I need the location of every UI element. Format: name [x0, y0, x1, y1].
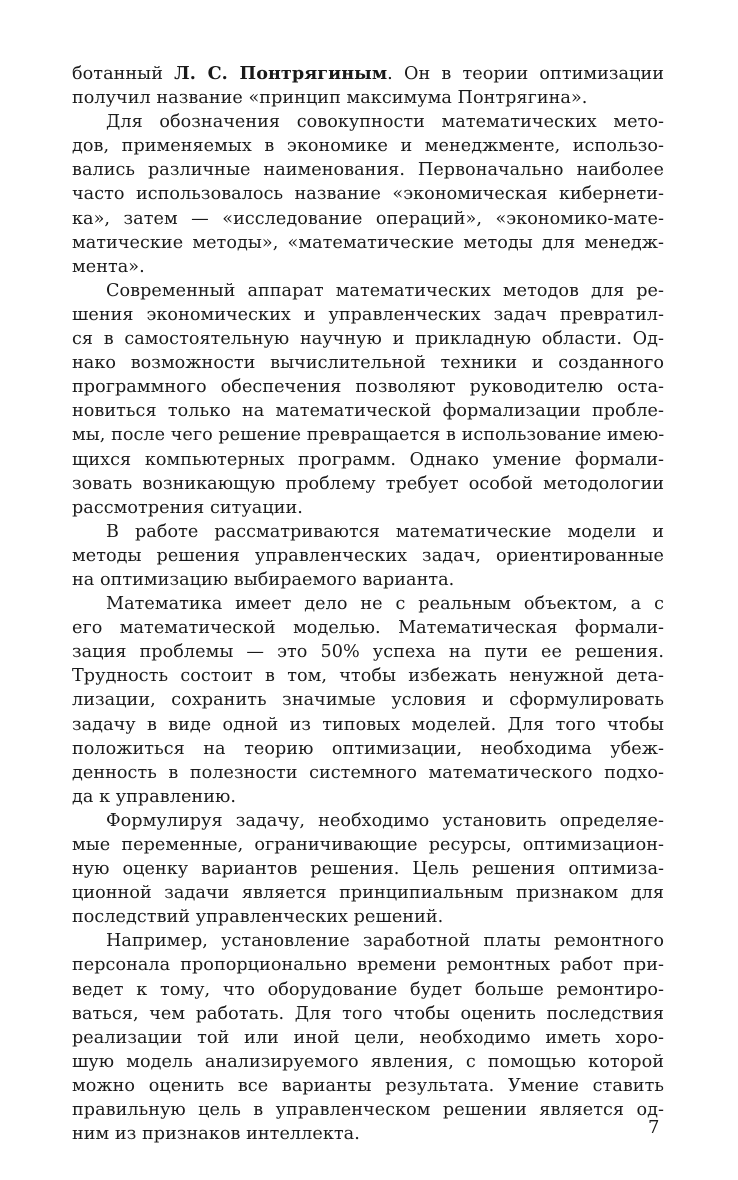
text-run: зовать возникающую проблему требует особой методологии: [72, 473, 664, 494]
text-line: [72, 207, 664, 231]
text-line: [72, 881, 664, 905]
text-line: [72, 279, 664, 303]
text-run: мы, после чего решение превращается в использование имею-: [72, 425, 665, 446]
paragraph: [72, 929, 664, 1146]
text-run: щихся компьютерных программ. Однако умение формали-: [72, 449, 664, 470]
text-line: [72, 182, 664, 206]
text-line: [72, 929, 664, 953]
text-run: последствий управленческих решений.: [72, 907, 444, 928]
text-run: Например, установление заработной платы ремонтного: [106, 931, 664, 952]
text-line: [72, 1050, 664, 1074]
text-run: ним из признаков интеллекта.: [72, 1124, 360, 1145]
text-line: [72, 423, 664, 447]
text-run: программного обеспечения позволяют руководителю оста-: [72, 377, 664, 398]
text-run: рассмотрения ситуации.: [72, 497, 303, 518]
text-line: [72, 1098, 664, 1122]
text-line: [72, 1074, 664, 1098]
text-line: [72, 448, 664, 472]
text-line: [72, 496, 664, 520]
text-line: [72, 110, 664, 134]
text-run: новиться только на математической формализации пробле-: [72, 401, 664, 422]
text-run: задачу в виде одной из типовых моделей. Для того чтобы: [72, 714, 664, 735]
text-line: [72, 905, 664, 929]
text-line: [72, 713, 664, 737]
text-run: шую модель анализируемого явления, с помощью которой: [72, 1051, 664, 1072]
text-line: [72, 761, 664, 785]
text-line: [72, 86, 664, 110]
text-run: Формулируя задачу, необходимо установить определяе-: [106, 810, 664, 831]
text-run: реализации той или иной цели, необходимо иметь хоро-: [72, 1027, 664, 1048]
text-line: [72, 1002, 664, 1026]
text-run: шения экономических и управленческих задач превратил-: [72, 304, 664, 325]
text-run: получил название «принцип максимума Понтрягина».: [72, 88, 588, 109]
text-run: дов, применяемых в экономике и менеджменте, использо-: [72, 136, 664, 157]
text-line: [72, 688, 664, 712]
page-number: 7: [648, 1117, 660, 1138]
text-line: [72, 568, 664, 592]
text-run: Современный аппарат математических методов для ре-: [106, 280, 664, 301]
paragraph: [72, 809, 664, 929]
text-line: [72, 640, 664, 664]
text-line: [72, 1122, 664, 1146]
text-run: ботанный: [72, 64, 175, 84]
text-run: ся в самостоятельную научную и прикладную области. Од-: [72, 329, 664, 350]
text-run: Для обозначения совокупности математических мето-: [106, 112, 664, 133]
text-line: [72, 327, 664, 351]
text-line: [72, 833, 664, 857]
text-line: [72, 62, 664, 86]
text-run: ведет к тому, что оборудование будет больше ремонтиро-: [72, 979, 664, 1000]
paragraph: [72, 110, 664, 279]
text-run: матические методы», «математические методы для менедж-: [72, 232, 664, 253]
text-line: [72, 592, 664, 616]
text-run: часто использовалось название «экономическая кибернети-: [72, 184, 664, 205]
text-run: . Он в теории оптимизации: [387, 64, 665, 84]
text-run: нако возможности вычислительной техники и созданного: [72, 353, 664, 374]
text-line: [72, 255, 664, 279]
text-run: ную оценку вариантов решения. Цель решения оптимиза-: [72, 859, 664, 880]
text-run: мые переменные, ограничивающие ресурсы, оптимизацион-: [72, 835, 664, 855]
text-line: [72, 399, 664, 423]
text-line: [72, 737, 664, 761]
paragraph: [72, 520, 664, 592]
text-line: [72, 158, 664, 182]
text-run: методы решения управленческих задач, ориентированные: [72, 545, 664, 566]
text-line: [72, 1026, 664, 1050]
text-run: можно оценить все варианты результата. Умение ставить: [72, 1075, 664, 1096]
text-line: [72, 303, 664, 327]
text-line: [72, 785, 664, 809]
text-line: [72, 857, 664, 881]
text-line: [72, 231, 664, 255]
text-run: В работе рассматриваются математические модели и: [106, 521, 664, 542]
text-line: [72, 375, 664, 399]
text-run: ваться, чем работать. Для того чтобы оценить последствия: [72, 1003, 664, 1024]
paragraph: [72, 592, 664, 809]
text-run: да к управлению.: [72, 786, 236, 807]
bold-name: Л. С. Понтрягиным: [174, 63, 388, 84]
text-run: правильную цель в управленческом решении является од-: [72, 1100, 664, 1121]
text-line: [72, 134, 664, 158]
text-run: положиться на теорию оптимизации, необходима убеж-: [72, 738, 664, 759]
text-run: персонала пропорционально времени ремонтных работ при-: [72, 955, 664, 976]
text-line: [72, 616, 664, 640]
text-run: денность в полезности системного математического подхо-: [72, 762, 664, 783]
text-run: на оптимизацию выбираемого варианта.: [72, 569, 455, 590]
text-line: [72, 664, 664, 688]
text-line: [72, 520, 664, 544]
text-line: [72, 351, 664, 375]
text-run: лизации, сохранить значимые условия и сформулировать: [72, 690, 664, 711]
text-run: зация проблемы — это 50% успеха на пути ее решения.: [72, 642, 664, 663]
text-run: Математика имеет дело не с реальным объектом, а с: [106, 594, 664, 615]
paragraph: [72, 279, 664, 520]
text-run: его математической моделью. Математическая формали-: [72, 618, 664, 639]
text-line: [72, 544, 664, 568]
text-line: [72, 978, 664, 1002]
text-run: Трудность состоит в том, чтобы избежать ненужной дета-: [72, 666, 664, 687]
page-body: [72, 62, 664, 1146]
text-line: [72, 809, 664, 833]
text-run: мента».: [72, 256, 145, 277]
text-line: [72, 472, 664, 496]
text-line: [72, 953, 664, 977]
text-run: ка», затем — «исследование операций», «экономико-мате-: [72, 208, 664, 229]
text-run: ционной задачи является принципиальным признаком для: [72, 883, 664, 904]
paragraph: [72, 62, 664, 110]
text-run: вались различные наименования. Первоначально наиболее: [72, 160, 664, 181]
